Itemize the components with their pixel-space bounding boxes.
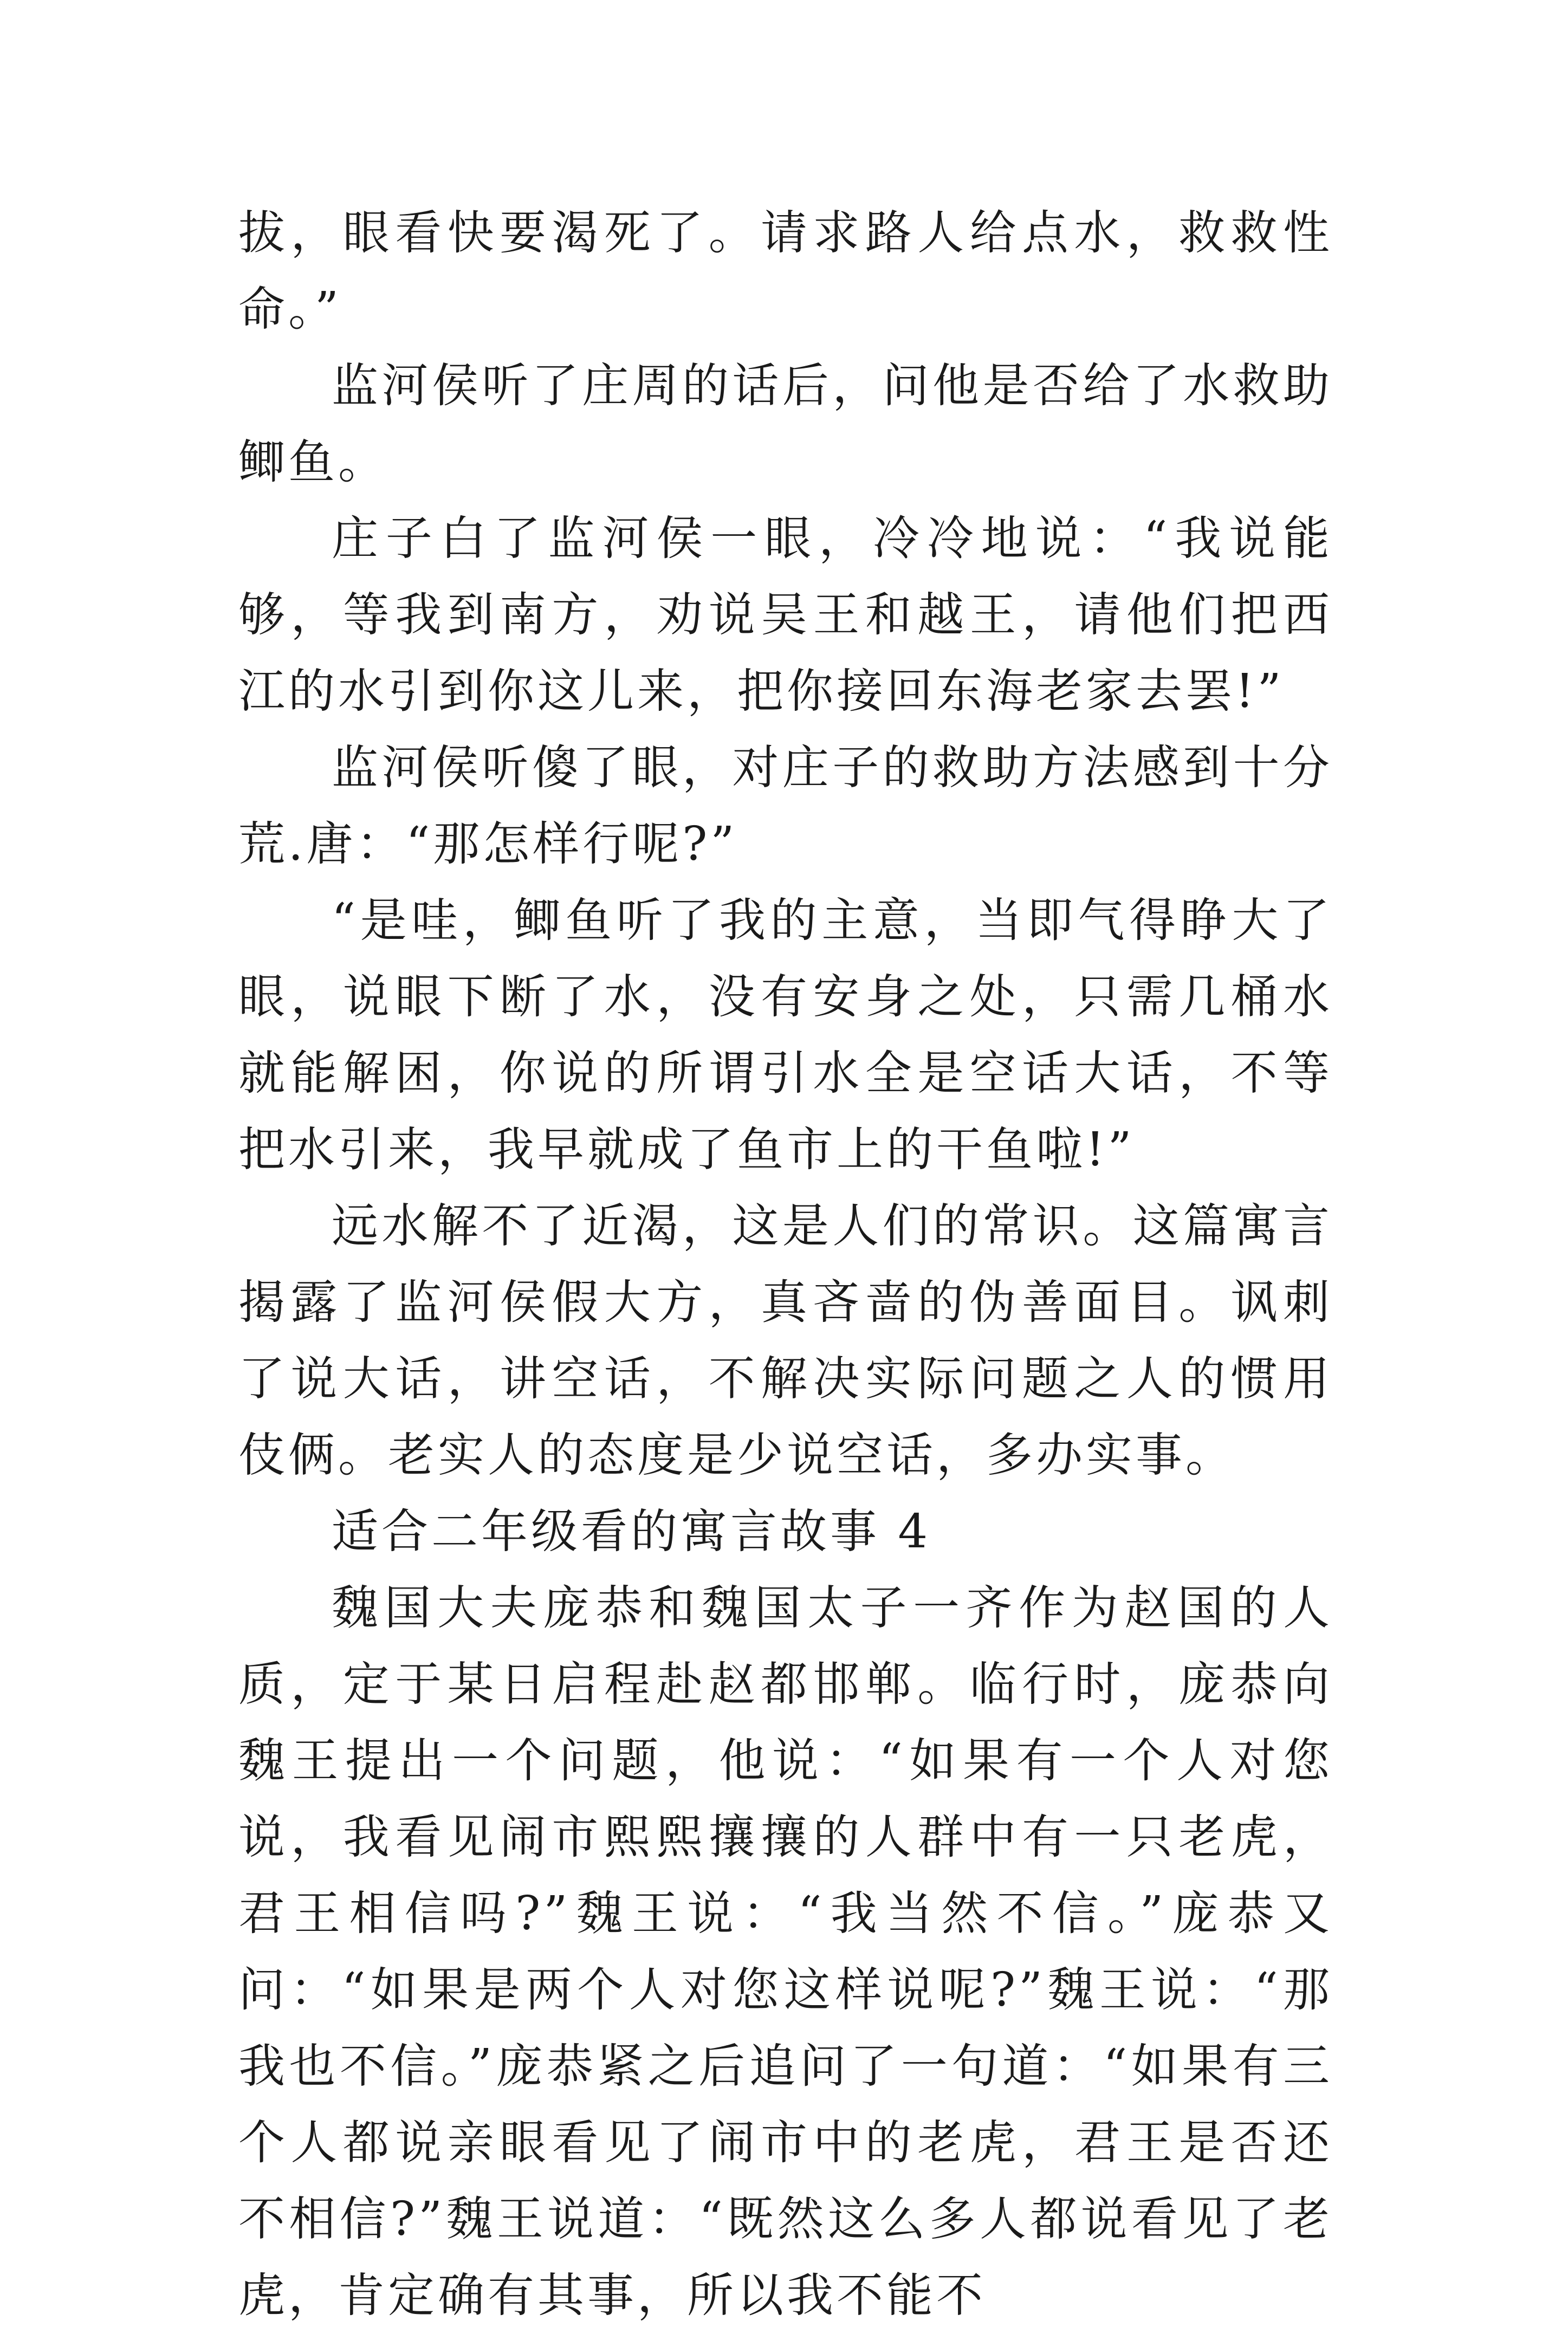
paragraph-7: 魏国大夫庞恭和魏国太子一齐作为赵国的人质，定于某日启程赴赵都邯郸。临行时，庞恭向魏王提出一个问题，他说：“如果有一个人对您说，我看见闹市熙熙攘攘的人群中有一只老虎，君王相信吗?”魏王说：“我当然不信。”庞恭又问：“如果是两个人对您这样说呢?”魏王说：“那我也不信。”庞恭紧之后追问了一句道：“如果有三个人都说亲眼看见了闹市中的老虎，君王是否还不相信?”魏王说道：“既然这么多人都说看见了老虎，肯定确有其事，所以我不能不 [238, 1581, 1333, 2323]
paragraph-3: 庄子白了监河侯一眼，冷冷地说：“我说能够，等我到南方，劝说吴王和越王，请他们把西江的水引到你这儿来，把你接回东海老家去罢!” [238, 511, 1333, 718]
paragraph-6: 远水解不了近渴，这是人们的常识。这篇寓言揭露了监河侯假大方，真吝啬的伪善面目。讽刺了说大话，讲空话，不解决实际问题之人的惯用伎俩。老实人的态度是少说空话，多办实事。 [238, 1199, 1333, 1482]
section-heading: 适合二年级看的寓言故事 4 [332, 1505, 931, 1559]
document-body [238, 195, 1333, 2334]
paragraph-4: 监河侯听傻了眼，对庄子的救助方法感到十分荒.唐：“那怎样行呢?” [238, 741, 1333, 871]
paragraph-2: 监河侯听了庄周的话后，问他是否给了水救助鲫鱼。 [238, 359, 1333, 489]
paragraph-5: “是哇，鲫鱼听了我的主意，当即气得睁大了眼，说眼下断了水，没有安身之处，只需几桶水就能解困，你说的所谓引水全是空话大话，不等把水引来，我早就成了鱼市上的干鱼啦!” [238, 893, 1333, 1177]
paragraph-1: 拔，眼看快要渴死了。请求路人给点水，救救性命。” [238, 206, 1333, 336]
